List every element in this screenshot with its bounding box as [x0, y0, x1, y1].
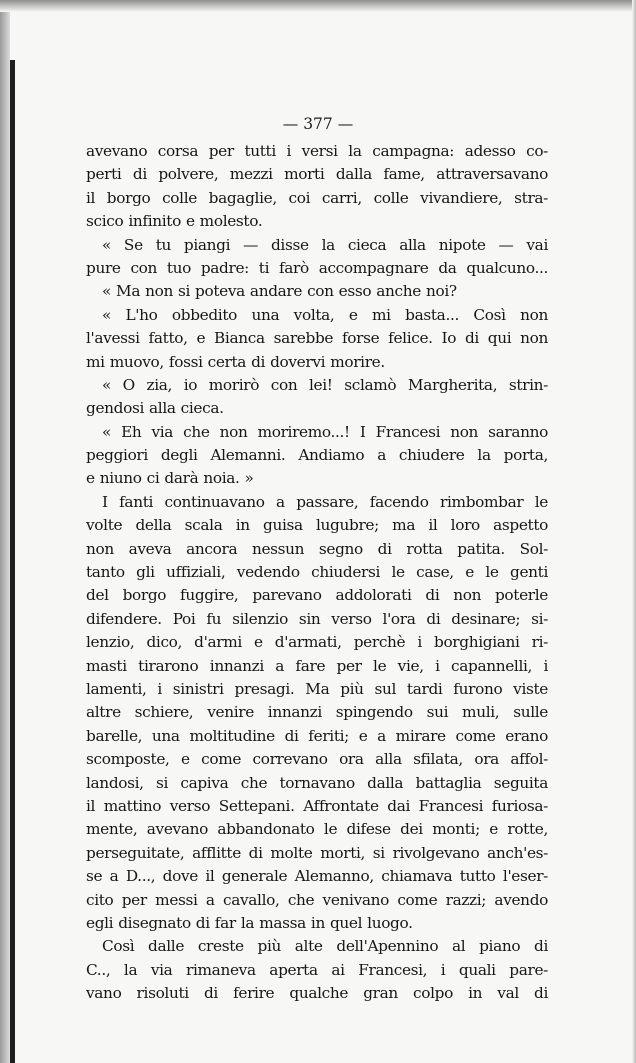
text-line: non aveva ancora nessun segno di rotta patita. Sol- — [86, 539, 548, 558]
text-line: lenzio, dico, d'armi e d'armati, perchè i borghigiani ri- — [86, 633, 548, 652]
text-line: « O zia, io morirò con lei! sclamò Margherita, strin- — [102, 375, 548, 394]
text-line: pure con tuo padre: ti farò accompagnare da qualcuno... — [86, 258, 548, 277]
text-line: gendosi alla cieca. — [86, 399, 224, 418]
text-line: perseguitate, afflitte di molte morti, si rivolgevano anch'es- — [86, 843, 548, 862]
text-line: lamenti, i sinistri presagi. Ma più sul tardi furono viste — [86, 679, 548, 698]
text-line: vano risoluti di ferire qualche gran colpo in val di — [86, 984, 548, 1003]
text-line: scico infinito e molesto. — [86, 212, 263, 231]
text-line: « L'ho obbedito una volta, e mi basta... Così non — [102, 305, 548, 324]
text-line: difendere. Poi fu silenzio sin verso l'ora di desinare; si- — [86, 609, 548, 628]
text-line: mente, avevano abbandonato le difese dei monti; e rotte, — [86, 820, 548, 839]
text-line: volte della scala in guisa lugubre; ma il loro aspetto — [86, 516, 548, 535]
text-line: perti di polvere, mezzi morti dalla fame, attraversavano — [86, 165, 548, 184]
text-line: scomposte, e come correvano ora alla sfilata, ora affol- — [86, 750, 548, 769]
text-line: l'avessi fatto, e Bianca sarebbe forse felice. Io di qui non — [86, 329, 548, 348]
text-line: e niuno ci darà noia. » — [86, 469, 254, 488]
text-line: il mattino verso Settepani. Affrontate dai Francesi furiosa- — [86, 796, 548, 815]
text-line: egli disegnato di far la massa in quel luogo. — [86, 913, 413, 932]
text-line: mi muovo, fossi certa di dovervi morire. — [86, 352, 385, 371]
text-line: del borgo fuggire, parevano addolorati di non poterle — [86, 586, 548, 605]
text-line: C.., la via rimaneva aperta ai Francesi, i quali pare- — [86, 960, 548, 979]
text-line: « Eh via che non moriremo...! I Francesi non saranno — [102, 422, 548, 441]
text-line: masti tirarono innanzi a fare per le vie, i capannelli, i — [86, 656, 548, 675]
body-text — [86, 140, 548, 1005]
page-left-shadow — [0, 0, 10, 1063]
page-binding-edge — [10, 60, 15, 1063]
text-line: « Ma non si poteva andare con esso anche noi? — [102, 282, 457, 301]
text-line: Così dalle creste più alte dell'Apennino al piano di — [102, 937, 548, 956]
text-line: altre schiere, venire innanzi spingendo sui muli, sulle — [86, 703, 548, 722]
text-line: landosi, si capiva che tornavano dalla battaglia seguita — [86, 773, 548, 792]
text-line: avevano corsa per tutti i versi la campagna: adesso co- — [86, 142, 548, 160]
text-line: I fanti continuavano a passare, facendo rimbombar le — [102, 492, 548, 511]
text-line: barelle, una moltitudine di feriti; e a mirare come erano — [86, 726, 548, 745]
text-line: « Se tu piangi — disse la cieca alla nipote — vai — [102, 235, 548, 254]
text-line: il borgo colle bagaglie, coi carri, colle vivandiere, stra- — [86, 188, 548, 207]
page-right-shadow — [632, 0, 636, 1063]
text-line: peggiori degli Alemanni. Andiamo a chiudere la porta, — [86, 446, 548, 465]
page-top-shadow — [0, 0, 636, 12]
text-line: tanto gli uffiziali, vedendo chiudersi le case, e le genti — [86, 563, 548, 582]
text-line: cito per messi a cavallo, che venivano come razzi; avendo — [86, 890, 548, 909]
page-number: — 377 — — [282, 115, 354, 133]
text-line: se a D..., dove il generale Alemanno, chiamava tutto l'eser- — [86, 867, 548, 886]
